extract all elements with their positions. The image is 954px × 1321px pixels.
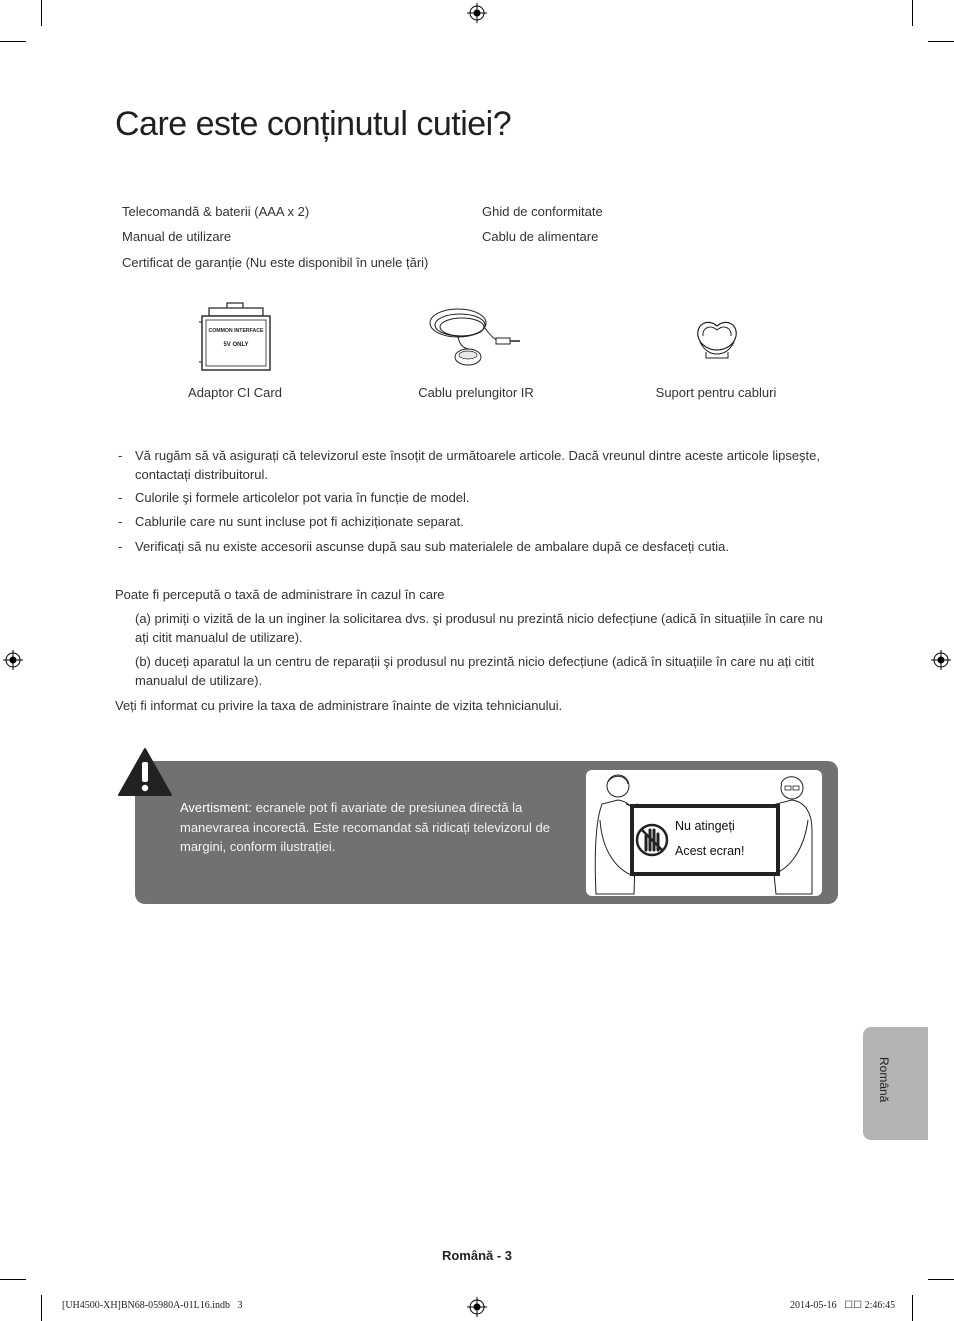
crop-mark-top-right-h	[928, 41, 954, 42]
note-dash: -	[118, 448, 123, 463]
accessory-label-ir-cable: Cablu prelungitor IR	[418, 385, 534, 400]
page-number: Română - 3	[441, 1248, 513, 1263]
language-tab-label: Română	[877, 1057, 891, 1103]
fee-case-b: (b) duceți aparatul la un centru de reparații şi produsul nu prezintă nicio defecțiune (adică în situațiile în care nu ați citit manualul de utilizare).	[135, 654, 815, 688]
crop-mark-bottom-right-v	[912, 1295, 913, 1321]
warning-label: Avertisment	[180, 800, 249, 815]
warning-body: : ecranele pot fi avariate de presiunea directă la manevrarea incorectă. Este recomandat să ridicați televizorul de margini, conform ilustrației.	[180, 800, 550, 854]
contents-item: Cablu de alimentare	[482, 229, 599, 244]
people-holding-tv-icon	[586, 770, 822, 896]
contents-item: Telecomandă & baterii (AAA x 2)	[122, 204, 310, 219]
crop-mark-top-left-h	[0, 41, 26, 42]
contents-item: Manual de utilizare	[122, 229, 232, 244]
accessory-label-ci-card: Adaptor CI Card	[188, 385, 282, 400]
registration-mark-icon	[931, 650, 951, 670]
print-date-info: 2014-05-16 ☐☐ 2:46:45	[790, 1300, 896, 1311]
note-dash: -	[118, 539, 123, 554]
page-title: Care este conținutul cutiei?	[115, 105, 512, 143]
fee-intro: Poate fi percepută o taxă de administrare în cazul în care	[115, 587, 445, 602]
crop-mark-top-right-v	[912, 0, 913, 26]
registration-mark-icon	[467, 1297, 487, 1317]
note-text: Vă rugăm să vă asigurați că televizorul este însoțit de următoarele articole. Dacă vreunul dintre aceste articole lipseşte, contactați distribuitorul.	[135, 448, 821, 482]
crop-mark-bottom-left-v	[41, 1295, 42, 1321]
note-dash: -	[118, 490, 123, 505]
registration-mark-icon	[3, 650, 23, 670]
note-text: Culorile şi formele articolelor pot varia în funcție de model.	[135, 490, 470, 505]
note-text: Verificați să nu existe accesorii ascunse după sau sub materialele de ambalare după ce desfaceți cutia.	[135, 539, 730, 554]
fee-case-a: (a) primiți o vizită de la un inginer la solicitarea dvs. şi produsul nu prezintă nicio defecțiune (adică în situațiile în care nu ați citit manualul de utilizare).	[135, 611, 823, 645]
warning-text	[180, 798, 560, 857]
ci-card-adapter-icon	[199, 302, 273, 372]
crop-mark-bottom-right-h	[928, 1279, 954, 1280]
note-text: Cablurile care nu sunt incluse pot fi achiziționate separat.	[135, 514, 464, 529]
registration-mark-icon	[467, 3, 487, 23]
warning-triangle-icon	[117, 747, 173, 797]
crop-mark-bottom-left-h	[0, 1279, 26, 1280]
accessory-label-cable-holder: Suport pentru cabluri	[655, 385, 777, 400]
ci-card-label-1: COMMON INTERFACE	[208, 328, 264, 334]
print-file-info: [UH4500-XH]BN68-05980A-01L16.indb 3	[62, 1300, 243, 1311]
tv-screen-text-1: Nu atingeți	[675, 819, 735, 833]
ir-extender-cable-icon	[428, 305, 524, 373]
language-tab	[863, 1027, 928, 1140]
warning-illustration	[586, 770, 822, 896]
contents-item: Ghid de conformitate	[482, 204, 603, 219]
note-dash: -	[118, 514, 123, 529]
tv-screen-text-2: Acest ecran!	[675, 844, 745, 858]
ci-card-label-2: 5V ONLY	[223, 342, 249, 348]
cable-holder-icon	[694, 316, 740, 362]
contents-item: Certificat de garanție (Nu este disponibil în unele țări)	[122, 255, 429, 270]
fee-outro: Veți fi informat cu privire la taxa de administrare înainte de vizita tehnicianului.	[115, 698, 563, 713]
crop-mark-top-left-v	[41, 0, 42, 26]
